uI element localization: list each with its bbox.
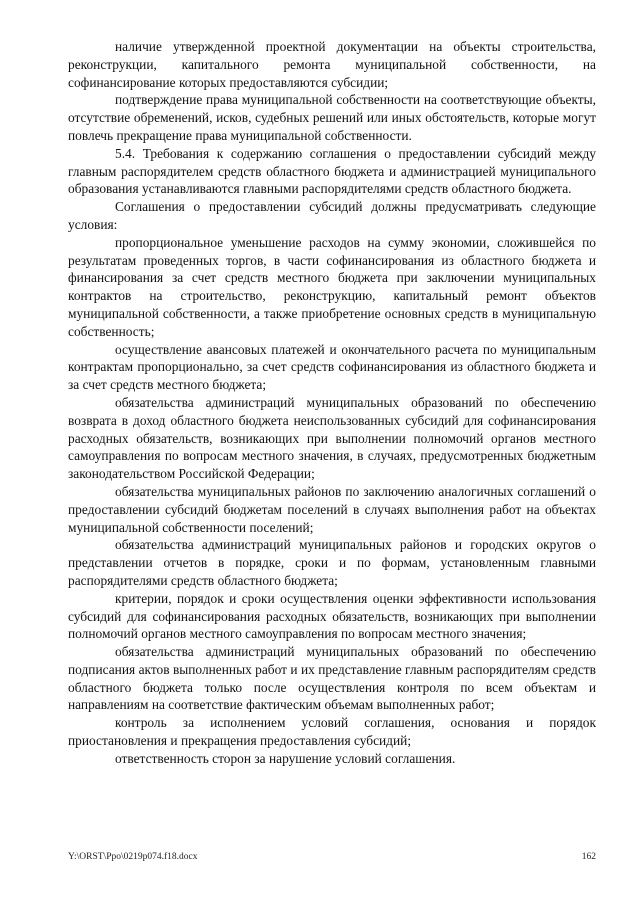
paragraph: обязательства муниципальных районов по заключению аналогичных соглашений о предоставлении субсидий бюджетам поселений в случаях выполнения работ на объектах муниципальной собственности поселений; (68, 483, 596, 535)
paragraph: 5.4. Требования к содержанию соглашения о предоставлении субсидий между главным распорядителем средств областного бюджета и администрацией муниципального образования устанавливаются главными распорядителями средств областного бюджета. (68, 145, 596, 197)
paragraph: контроль за исполнением условий соглашения, основания и порядок приостановления и прекращения предоставления субсидий; (68, 715, 596, 749)
paragraph: обязательства администраций муниципальных районов и городских округов о представлении отчетов в порядке, сроки и по формам, установленным главными распорядителями средств областного бюджета; (68, 537, 596, 588)
page-footer (68, 852, 596, 862)
paragraph: критерии, порядок и сроки осуществления оценки эффективности использования субсидий для софинансирования расходных обязательств, возникающих при выполнении полномочий органов местного самоуправления по вопросам местного значения; (68, 590, 596, 642)
document-body (68, 38, 596, 768)
paragraph: пропорциональное уменьшение расходов на сумму экономии, сложившейся по результатам проведенных торгов, в части софинансирования из областного бюджета и финансирования за счет средств местного бюджета при заключении муниципальных контрактов на строительство, реконструкцию, капитальный ремонт объектов муниципальной собственности, а также приобретение основных средств в муниципальную собственность; (68, 234, 596, 339)
page-number: 162 (581, 852, 596, 862)
footer-file-path: Y:\ORST\Ppo\0219p074.f18.docx (68, 852, 198, 862)
paragraph: подтверждение права муниципальной собственности на соответствующие объекты, отсутствие обременений, исков, судебных решений или иных обстоятельств, которые могут повлечь прекращение права муниципальной собственности. (68, 92, 596, 143)
paragraph: ответственность сторон за нарушение условий соглашения. (115, 750, 456, 766)
paragraph: осуществление авансовых платежей и окончательного расчета по муниципальным контрактам пропорционально, за счет средств софинансирования из областного бюджета и за счет средств местного бюджета; (68, 341, 596, 393)
paragraph: обязательства администраций муниципальных образований по обеспечению возврата в доход областного бюджета неиспользованных субсидий для софинансирования расходных обязательств, возникающих при выполнении полномочий органов местного самоуправления по вопросам местного значения, в случаях, предусмотренных бюджетным законодательством Российской Федерации; (68, 394, 596, 482)
paragraph: наличие утвержденной проектной документации на объекты строительства, реконструкции, капитального ремонта муниципальной собственности, на софинансирование которых предоставляются субсидии; (68, 39, 596, 90)
paragraph: Соглашения о предоставлении субсидий должны предусматривать следующие условия: (68, 199, 596, 232)
paragraph: обязательства администраций муниципальных образований по обеспечению подписания актов выполненных работ и их представление главным распорядителям средств областного бюджета только после осуществления контроля по всем объектам и направлениям на соответствие фактическим объемам выполненных работ; (68, 644, 596, 713)
